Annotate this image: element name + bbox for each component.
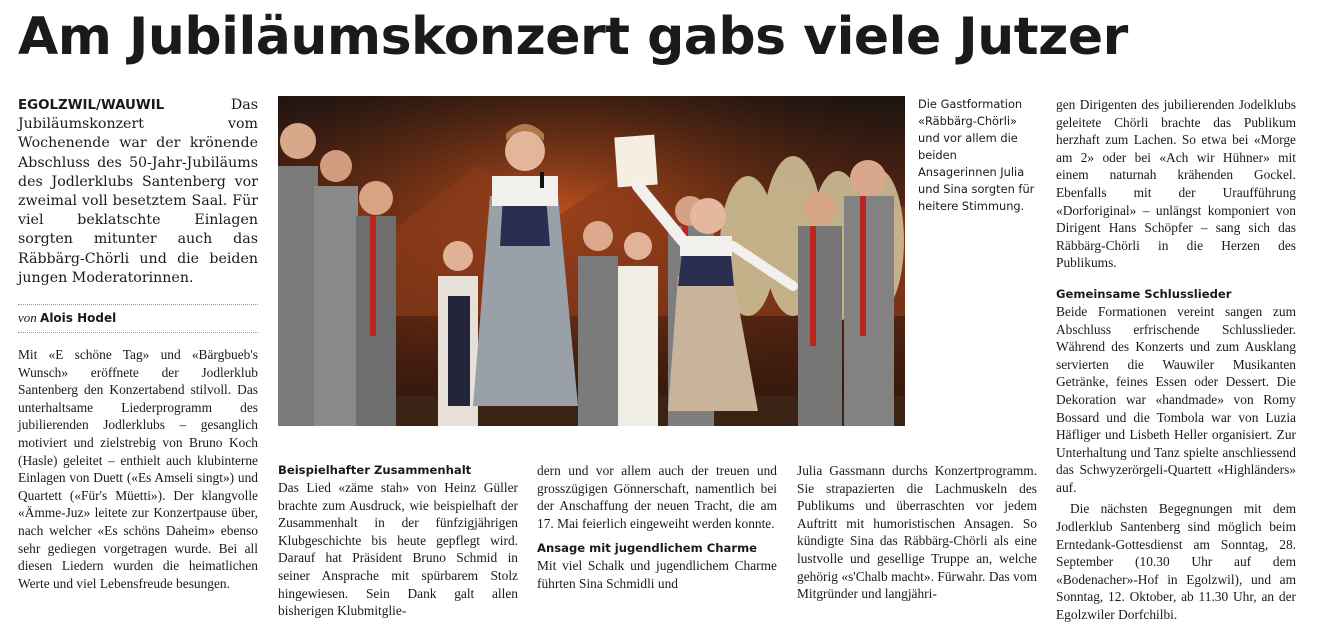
byline-divider: [18, 332, 258, 333]
column-4-paragraph: Julia Gassmann durchs Konzertprogramm. Sie strapazierten die Lachmuskeln des Publikums und überraschten vor jedem Auftritt mit humoristischen Ansagen. So kündigte Sina das Räbbärg-Chörli als eine lustvolle und gesellige Truppe an, welche gehörig «s'Chalb macht». Fürwahr. Das vom Mitgründer und langjähri-: [797, 463, 1037, 602]
subheading-zusammenhalt: Beispielhafter Zusammenhalt: [278, 463, 472, 477]
column-2-paragraph: Das Lied «zäme stah» von Heinz Güller brachte zum Ausdruck, wie beispielhaft der Zusammenhalt in der fünfzigjährigen Klubgeschichte bis heute gepflegt wird. Darauf hat Präsident Bruno Schmid in seiner Ansprache mit spürbarem Stolz hingewiesen. Sein Dank galt allen bisherigen Klubmitglie-: [278, 480, 518, 619]
lead-text: Das Jubiläumskonzert vom Wochenende war der krönende Abschluss des 50-Jahr-Jubiläums des Jodlerklubs Santenberg vor zweimal voll besetztem Saal. Für viel beklatschte Einlagen sorgten mitunter auch das Räbbärg-Chörli und die beiden jungen Moderatorinnen.: [18, 97, 258, 286]
column-5-paragraph-2: Beide Formationen vereint sangen zum Abschluss erfrischende Schlusslieder. Während des Konzerts und zum Ausklang servierten die Wauwiler Musikanten Getränke, feines Essen oder Dessert. Die Dekoration war «handmade» von Romy Bossard und die Tombola war von Luzia Häfliger und Lisbeth Heller organisiert. Zur Unterhaltung und Tanz spielte anschliessend das Schwyzerörgeli-Quartett «Highländers» auf.: [1056, 303, 1296, 495]
column-3-body: [537, 462, 777, 593]
column-3-paragraph-2: Mit viel Schalk und jugendlichem Charme führten Sina Schmidli und: [537, 558, 777, 591]
column-1-paragraph: Mit «E schöne Tag» und «Bärgbueb's Wunsch» eröffnete der Jodlerklub Santenberg den Konzertabend stilvoll. Das unterhaltsame Liederprogramm des jubilierenden Jodlerklubs – gesanglich motiviert und zielstrebig von Bruno Koch (Hasle) geleitet – enthielt auch klubinterne Einlagen von Duett («Es Amseli singt») und Quartett («Für's Müetti»). Der klangvolle «Ämme-Juz» leitete zur Konzertpause über, nach welcher «Es schöns Daheim» ebenso sehr gediegen vorgetragen wurde. Bei all diesen Liedern wurden die heimatlichen Werte und viel Lebensfreude besungen.: [18, 347, 258, 591]
byline-author: Alois Hodel: [40, 311, 117, 325]
byline-prefix: von: [18, 310, 37, 325]
photo-caption: Die Gastformation «Räbbärg-Chörli» und vor allem die beiden Ansagerinnen Julia und Sina sorgten für heitere Stimmung.: [918, 97, 1035, 213]
lead-divider: [18, 304, 258, 305]
concert-photo: [278, 96, 905, 426]
subheading-ansage: Ansage mit jugendlichem Charme: [537, 541, 758, 556]
column-5-body: [1056, 96, 1296, 624]
column-2-body: [278, 462, 518, 620]
column-4-body: [797, 462, 1037, 603]
dateline-kicker: EGOLZWIL/WAUWIL: [18, 98, 165, 113]
article-headline: Am Jubiläumskonzert gabs viele Jutzer: [18, 7, 1128, 67]
byline: [18, 310, 258, 326]
column-5-paragraph-1: gen Dirigenten des jubilierenden Jodelklubs geleitete Chörli brachte das Publikum herzhaft zum Lachen. So etwa bei «Morge am 2» oder bei «Ach wir Hühner» mit einem naturnah krähenden Gockel. Ebenfalls mit der Uraufführung «Dorforiginal» – unlängst komponiert von Dirigent Hans Schöpfer – sang sich das Räbbärg-Chörli in die Herzen des Publikums.: [1056, 97, 1296, 271]
column-3-paragraph-1: dern und vor allem auch der treuen und grosszügigen Gönnerschaft, namentlich bei der Anschaffung der neuen Tracht, die am 17. Mai feierlich eingeweiht werden konnte.: [537, 463, 777, 531]
column-1-body: [18, 346, 258, 592]
subheading-schlusslieder: Gemeinsame Schlusslieder: [1056, 286, 1232, 301]
column-5-paragraph-3: Die nächsten Begegnungen mit dem Jodlerklub Santenberg sind möglich beim Erntedank-Gottesdienst am Sonntag, 28. September (10.30 Uhr auf dem «Bodenacher»-Hof in Egolzwil), und am Sonntag, 12. Oktober, ab 11.30 Uhr, an der Egolzwiler Dorfchilbi.: [1056, 501, 1296, 623]
concert-photo-illustration: [278, 96, 905, 426]
article-lead: [18, 96, 258, 288]
